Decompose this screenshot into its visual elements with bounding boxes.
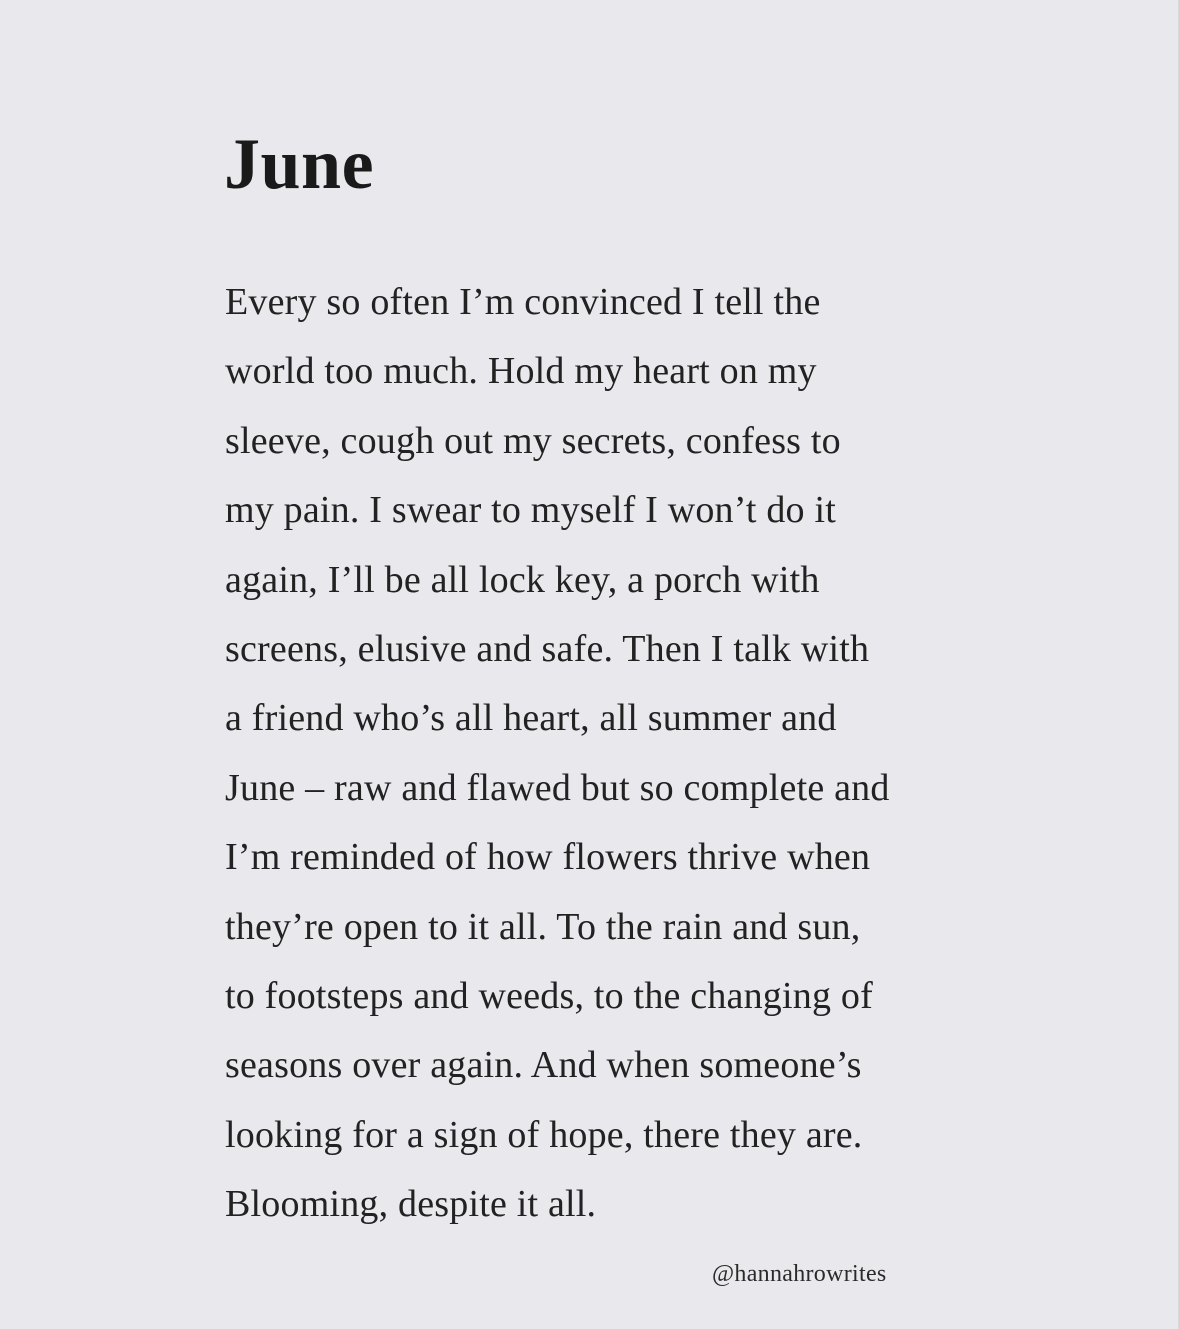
poem-line: sleeve, cough out my secrets, confess to [225, 419, 841, 462]
poem-line: Every so often I’m convinced I tell the [225, 281, 821, 323]
poem-line: world too much. Hold my heart on my [225, 350, 817, 393]
poem-line: to footsteps and weeds, to the changing of [225, 974, 873, 1017]
poem-body [225, 268, 1015, 1239]
poem-line: screens, elusive and safe. Then I talk with [225, 627, 870, 670]
poem-line: Blooming, despite it all. [225, 1183, 597, 1226]
poem-line: a friend who’s all heart, all summer and [225, 697, 837, 740]
author-handle: @hannahrowrites [712, 1261, 887, 1287]
poem-line: again, I’ll be all lock key, a porch with [225, 558, 820, 601]
poem-line: my pain. I swear to myself I won’t do it [225, 489, 836, 532]
poem-line: seasons over again. And when someone’s [225, 1044, 862, 1087]
poem-line: June – raw and flawed but so complete and [225, 766, 890, 809]
poem-title: June [224, 124, 375, 204]
poem-line: they’re open to it all. To the rain and sun, [225, 905, 861, 948]
poem-line: I’m reminded of how flowers thrive when [225, 836, 871, 879]
poem-line: looking for a sign of hope, there they are. [225, 1113, 863, 1156]
